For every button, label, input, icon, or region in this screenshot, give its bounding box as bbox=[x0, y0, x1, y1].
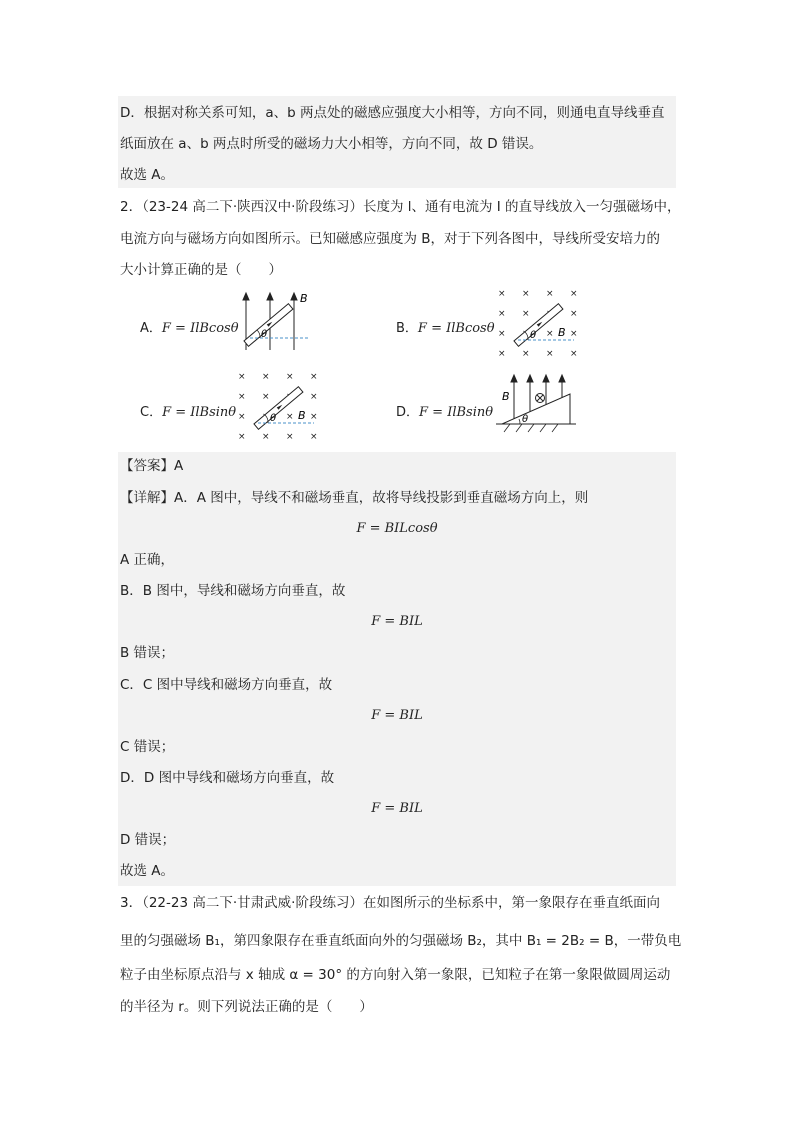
field-cross: × bbox=[238, 392, 246, 402]
field-cross: × bbox=[570, 289, 578, 299]
figure-d-b-label: B bbox=[502, 390, 510, 403]
field-cross: × bbox=[498, 309, 506, 319]
figure-b-b-label: B bbox=[558, 326, 566, 339]
figure-c-theta: θ bbox=[270, 413, 277, 424]
option-c bbox=[140, 401, 236, 420]
detail-a-formula: F = BILcosθ bbox=[356, 521, 438, 536]
field-cross: × bbox=[546, 349, 554, 359]
field-cross: × bbox=[310, 432, 318, 442]
figure-b bbox=[494, 288, 584, 360]
prev-conclusion: 故选 A。 bbox=[120, 167, 175, 183]
figure-c bbox=[234, 371, 324, 443]
field-cross: × bbox=[238, 432, 246, 442]
answer: 【答案】A bbox=[120, 458, 184, 474]
detail-d-verdict: D 错误； bbox=[120, 832, 176, 848]
option-d-label: D． bbox=[396, 405, 420, 420]
q3-line-1: 3．（22-23 高二下·甘肃武威·阶段练习）在如图所示的坐标系中，第一象限存在垂直纸面向 bbox=[120, 895, 660, 911]
q3-line-4: 的半径为 r。则下列说法正确的是（ ） bbox=[120, 999, 373, 1015]
field-cross: × bbox=[286, 432, 294, 442]
field-cross: × bbox=[262, 432, 270, 442]
detail-a-verdict: A 正确， bbox=[120, 552, 175, 568]
field-cross: × bbox=[522, 289, 530, 299]
field-cross: × bbox=[310, 392, 318, 402]
option-a-formula: F = IlBcosθ bbox=[161, 321, 239, 336]
field-cross: × bbox=[546, 289, 554, 299]
detail-c-verdict: C 错误； bbox=[120, 739, 175, 755]
q3-line-2: 里的匀强磁场 B₁，第四象限存在垂直纸面向外的匀强磁场 B₂，其中 B₁ = 2B₂ = B，一带负电 bbox=[120, 933, 682, 949]
option-a bbox=[140, 317, 239, 336]
q2-line-2: 电流方向与磁场方向如图所示。已知磁感应强度为 B，对于下列各图中，导线所受安培力的 bbox=[120, 231, 661, 247]
figure-b-theta: θ bbox=[530, 330, 537, 341]
field-cross: × bbox=[286, 372, 294, 382]
field-cross: × bbox=[546, 329, 554, 339]
detail-d-text: D．D 图中导线和磁场方向垂直，故 bbox=[120, 770, 335, 786]
q2-line-1: 2．（23-24 高二下·陕西汉中·阶段练习）长度为 l、通有电流为 I 的直导线放入一匀强磁场中， bbox=[120, 199, 681, 215]
figure-a-b-label: B bbox=[300, 292, 308, 305]
field-cross: × bbox=[570, 329, 578, 339]
detail-c-text: C．C 图中导线和磁场方向垂直，故 bbox=[120, 677, 333, 693]
figure-a bbox=[238, 290, 318, 355]
detail-b-text: B．B 图中，导线和磁场方向垂直，故 bbox=[120, 583, 346, 599]
option-c-formula: F = IlBsinθ bbox=[162, 405, 237, 420]
field-cross: × bbox=[570, 309, 578, 319]
field-cross: × bbox=[310, 412, 318, 422]
field-cross: × bbox=[522, 349, 530, 359]
field-cross: × bbox=[498, 289, 506, 299]
detail-d-formula: F = BIL bbox=[371, 801, 423, 816]
figure-c-b-label: B bbox=[298, 409, 306, 422]
detail-a-text: 【详解】A．A 图中，导线不和磁场垂直，故将导线投影到垂直磁场方向上，则 bbox=[120, 490, 589, 506]
figure-d-theta: θ bbox=[522, 414, 529, 425]
option-b bbox=[396, 317, 495, 336]
option-b-formula: F = IlBcosθ bbox=[417, 321, 495, 336]
detail-b-verdict: B 错误； bbox=[120, 645, 175, 661]
q3-line-3: 粒子由坐标原点沿与 x 轴成 α = 30° 的方向射入第一象限，已知粒子在第一象限做圆周运动 bbox=[120, 967, 671, 983]
figure-d bbox=[496, 372, 576, 438]
field-cross: × bbox=[570, 349, 578, 359]
field-cross: × bbox=[238, 412, 246, 422]
field-cross: × bbox=[498, 329, 506, 339]
field-cross: × bbox=[498, 349, 506, 359]
detail-b-formula: F = BIL bbox=[371, 614, 423, 629]
option-c-label: C． bbox=[140, 405, 163, 420]
field-cross: × bbox=[310, 372, 318, 382]
q2-line-3: 大小计算正确的是（ ） bbox=[120, 262, 282, 278]
option-d-formula: F = IlBsinθ bbox=[419, 405, 494, 420]
field-cross: × bbox=[262, 392, 270, 402]
option-a-label: A． bbox=[140, 321, 162, 336]
detail-c-formula: F = BIL bbox=[371, 708, 423, 723]
option-b-label: B． bbox=[396, 321, 418, 336]
field-cross: × bbox=[262, 372, 270, 382]
field-cross: × bbox=[286, 412, 294, 422]
option-d bbox=[396, 401, 493, 420]
prev-line-2: 纸面放在 a、b 两点时所受的磁场力大小相等，方向不同，故 D 错误。 bbox=[120, 136, 543, 152]
q2-solution-bg bbox=[118, 452, 676, 886]
field-cross: × bbox=[522, 309, 530, 319]
figure-a-theta: θ bbox=[261, 329, 268, 340]
field-cross: × bbox=[238, 372, 246, 382]
q2-conclusion: 故选 A。 bbox=[120, 863, 175, 879]
prev-line-1: D．根据对称关系可知，a、b 两点处的磁感应强度大小相等，方向不同，则通电直导线垂直 bbox=[120, 105, 665, 121]
